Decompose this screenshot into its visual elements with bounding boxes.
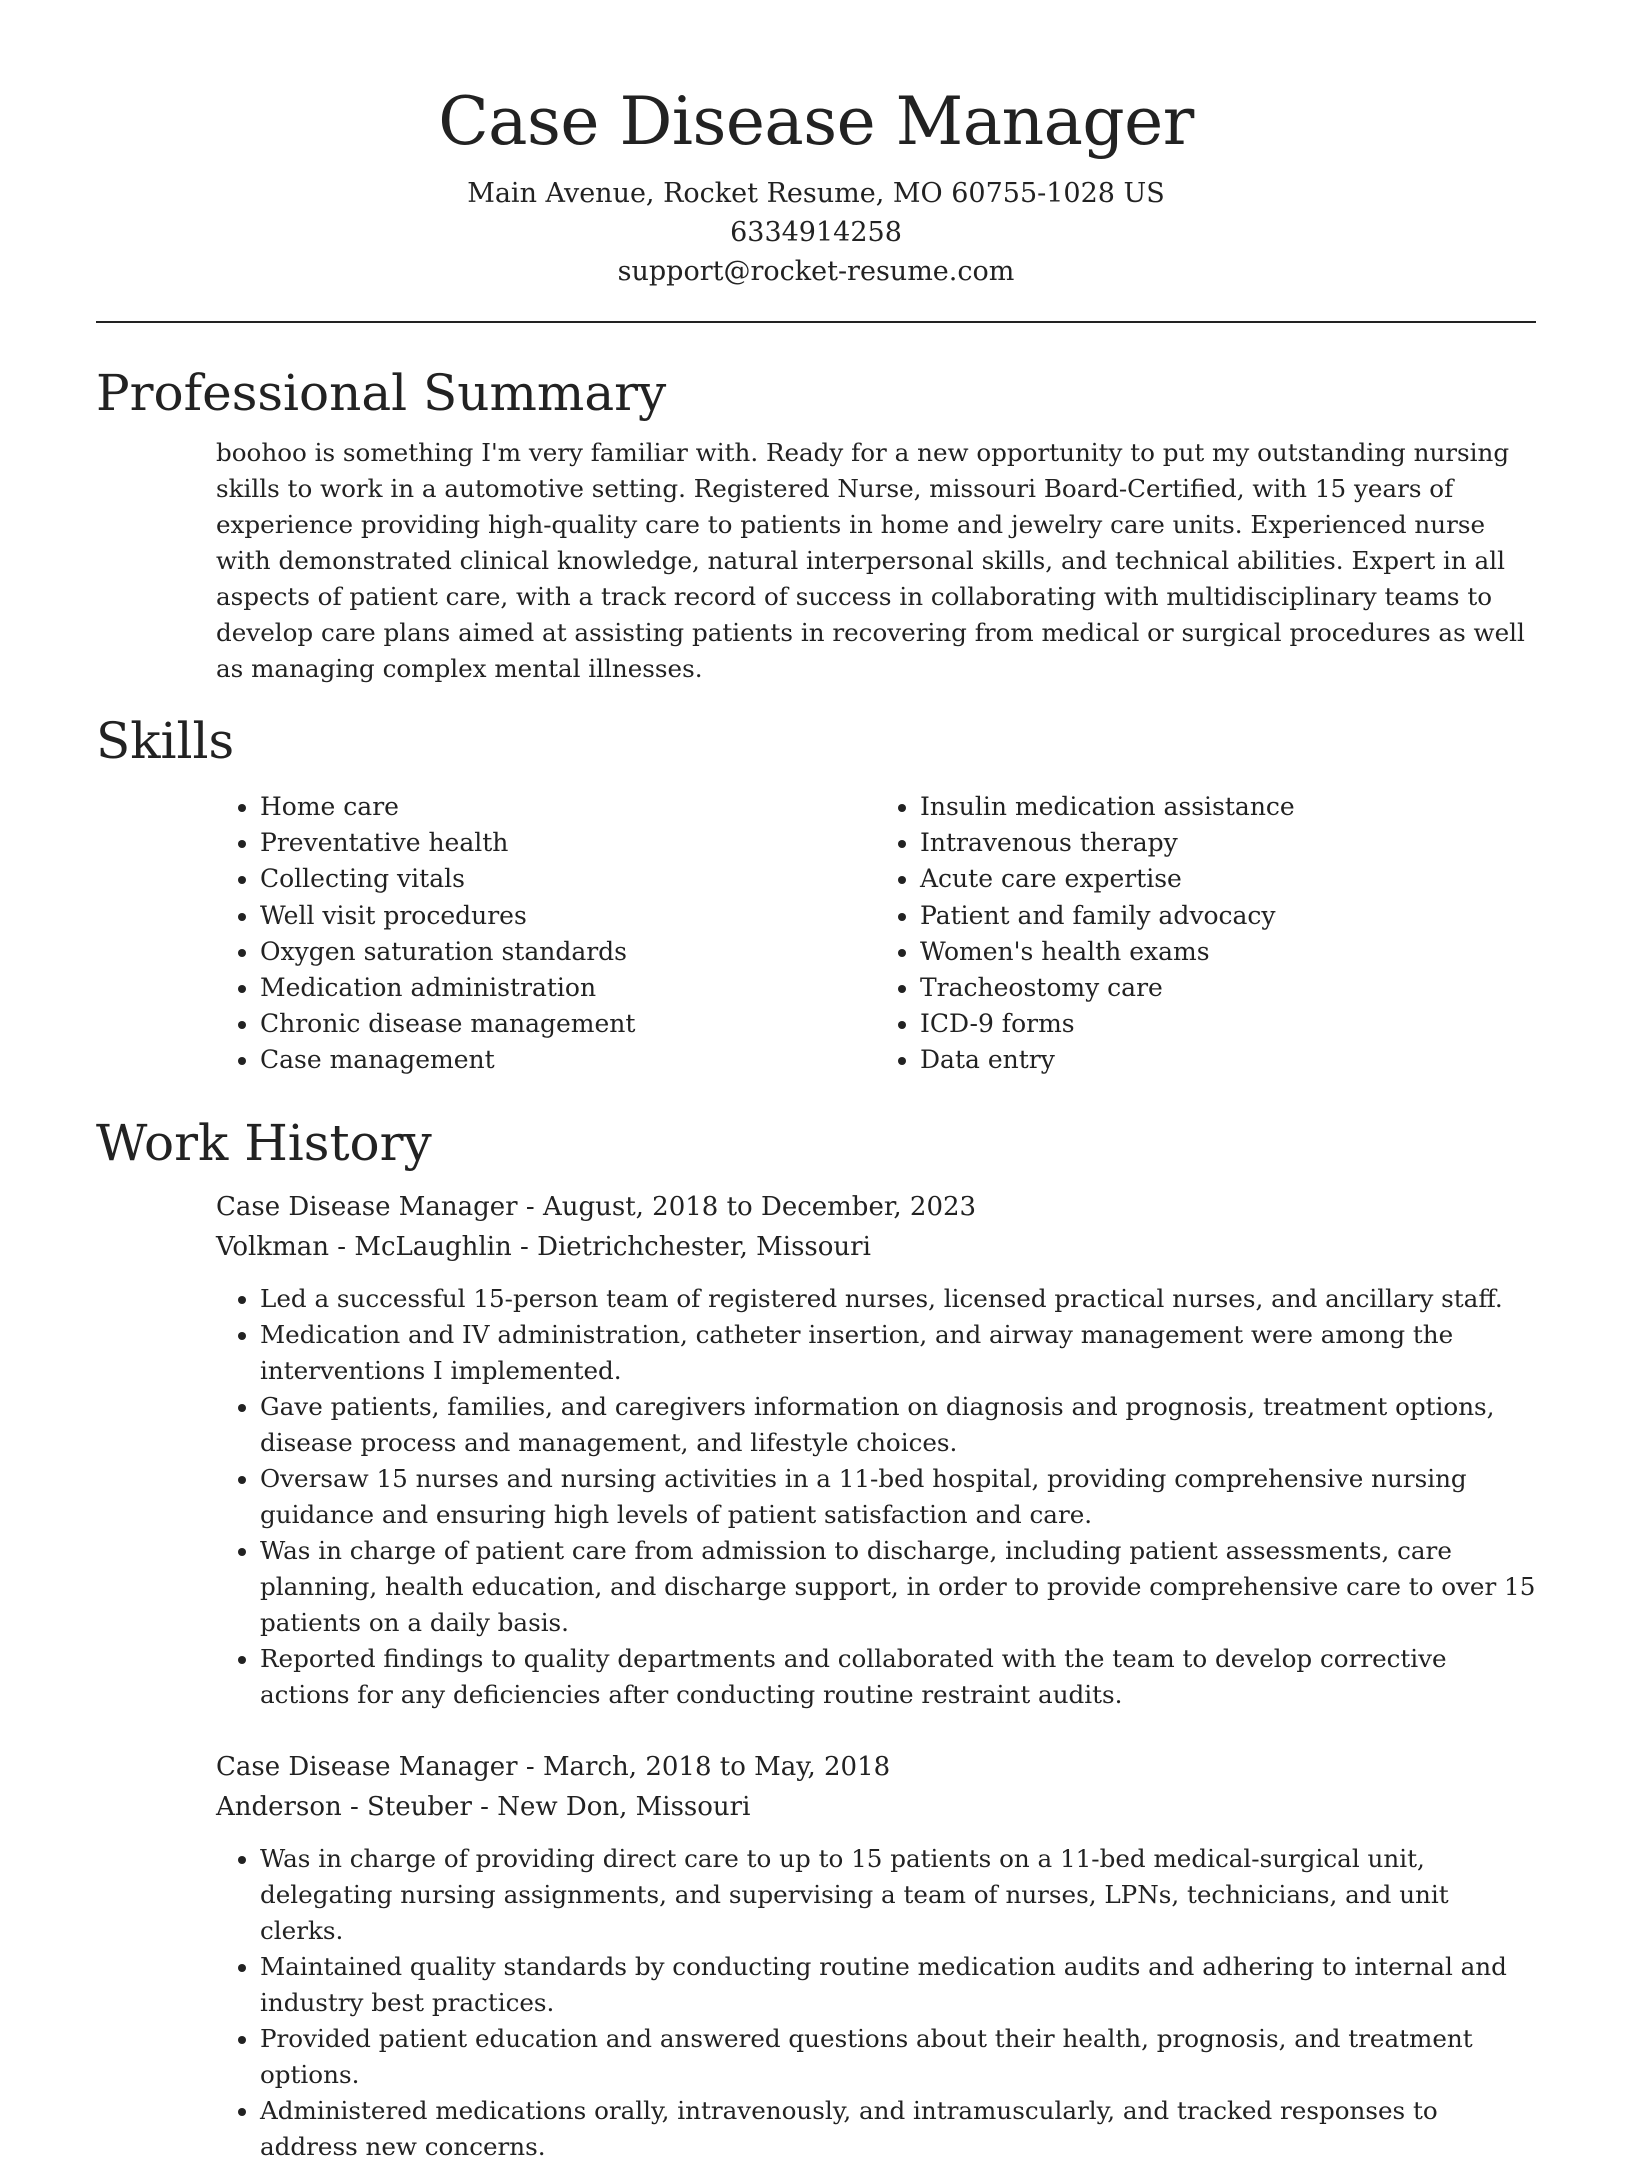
job-employer-line: Volkman - McLaughlin - Dietrichchester, Missouri [216,1231,871,1262]
job-bullet: • Maintained quality standards by conducting routine medication audits and adhering to internal and industry best practices. [260,1949,1536,2021]
job-entry [216,1747,1536,2165]
skill-item: • Preventative health [260,825,876,861]
job-bullet: • Reported findings to quality departments and collaborated with the team to develop corrective actions for any deficiencies after conducting routine restraint audits. [260,1641,1536,1713]
contact-phone: 6334914258 [730,216,902,248]
skill-item: • Women's health exams [920,934,1536,970]
job-bullet: • Oversaw 15 nurses and nursing activities in a 11-bed hospital, providing comprehensive nursing guidance and ensuring high levels of patient satisfaction and care. [260,1461,1536,1533]
resume-page [96,0,1536,2165]
summary-section [216,435,1536,687]
header-divider [96,321,1536,323]
skill-item: • Collecting vitals [260,861,876,897]
job-title-line: Case Disease Manager - March, 2018 to May, 2018 [216,1751,891,1782]
skills-list-left [216,789,876,1079]
summary-text: boohoo is something I'm very familiar with. Ready for a new opportunity to put my outstanding nursing skills to work in a automotive setting. Registered Nurse, missouri Board-Certified, with 15 years of experience providing high-quality care to patients in home and jewelry care units. Experienced nurse with demonstrated clinical knowledge, natural interpersonal skills, and technical abilities. Expert in all aspects of patient care, with a track record of success in collaborating with multidisciplinary teams to develop care plans aimed at assisting patients in recovering from medical or surgical procedures as well as managing complex mental illnesses. [216,437,1525,683]
job-bullet: • Was in charge of patient care from admission to discharge, including patient assessments, care planning, health education, and discharge support, in order to provide comprehensive care to over 15 patients on a daily basis. [260,1533,1536,1641]
skill-item: • ICD-9 forms [920,1006,1536,1042]
job-responsibilities [216,1281,1536,1713]
skill-item: • Patient and family advocacy [920,898,1536,934]
skill-item: • Tracheostomy care [920,970,1536,1006]
skill-item: • Chronic disease management [260,1006,876,1042]
contact-address: Main Avenue, Rocket Resume, MO 60755-1028 US [467,177,1165,209]
job-bullet: • Medication and IV administration, catheter insertion, and airway management were among the interventions I implemented. [260,1317,1536,1389]
skill-item: • Home care [260,789,876,825]
skill-item: • Case management [260,1042,876,1078]
skills-list-right [876,789,1536,1079]
work-history-section [216,1187,1536,2165]
skill-item: • Medication administration [260,970,876,1006]
skills-section [216,789,1536,1079]
job-title: Case Disease Manager [216,1751,518,1782]
job-bullet: • Led a successful 15-person team of registered nurses, licensed practical nurses, and ancillary staff. [260,1281,1536,1317]
job-location: New Don, Missouri [497,1791,751,1822]
job-bullet: • Gave patients, families, and caregivers information on diagnosis and prognosis, treatment options, disease process and management, and lifestyle choices. [260,1389,1536,1461]
skill-item: • Insulin medication assistance [920,789,1536,825]
job-bullet: • Administered medications orally, intravenously, and intramuscularly, and tracked responses to address new concerns. [260,2093,1536,2165]
job-title-line: Case Disease Manager - August, 2018 to December, 2023 [216,1191,977,1222]
job-employer-line: Anderson - Steuber - New Don, Missouri [216,1791,751,1822]
candidate-name: Case Disease Manager [438,83,1194,160]
job-location: Dietrichchester, Missouri [537,1231,871,1262]
skill-item: • Well visit procedures [260,898,876,934]
job-responsibilities [216,1841,1536,2165]
skill-item: • Data entry [920,1042,1536,1078]
section-title-summary: Professional Summary [96,363,667,422]
section-title-work-history: Work History [96,1113,432,1172]
job-company: Anderson - Steuber [216,1791,472,1822]
contact-email: support@rocket-resume.com [617,255,1015,287]
skill-item: • Acute care expertise [920,861,1536,897]
job-dates: August, 2018 to December, 2023 [542,1191,977,1222]
skill-item: • Oxygen saturation standards [260,934,876,970]
job-entry [216,1187,1536,1713]
job-dates: March, 2018 to May, 2018 [542,1751,891,1782]
skills-columns [216,789,1536,1079]
job-title: Case Disease Manager [216,1191,518,1222]
section-title-skills: Skills [96,711,235,770]
resume-header [96,0,1536,291]
job-bullet: • Was in charge of providing direct care to up to 15 patients on a 11-bed medical-surgical unit, delegating nursing assignments, and supervising a team of nurses, LPNs, technicians, and unit clerks. [260,1841,1536,1949]
skill-item: • Intravenous therapy [920,825,1536,861]
job-bullet: • Provided patient education and answered questions about their health, prognosis, and treatment options. [260,2021,1536,2093]
contact-info [96,174,1536,291]
job-company: Volkman - McLaughlin [216,1231,512,1262]
